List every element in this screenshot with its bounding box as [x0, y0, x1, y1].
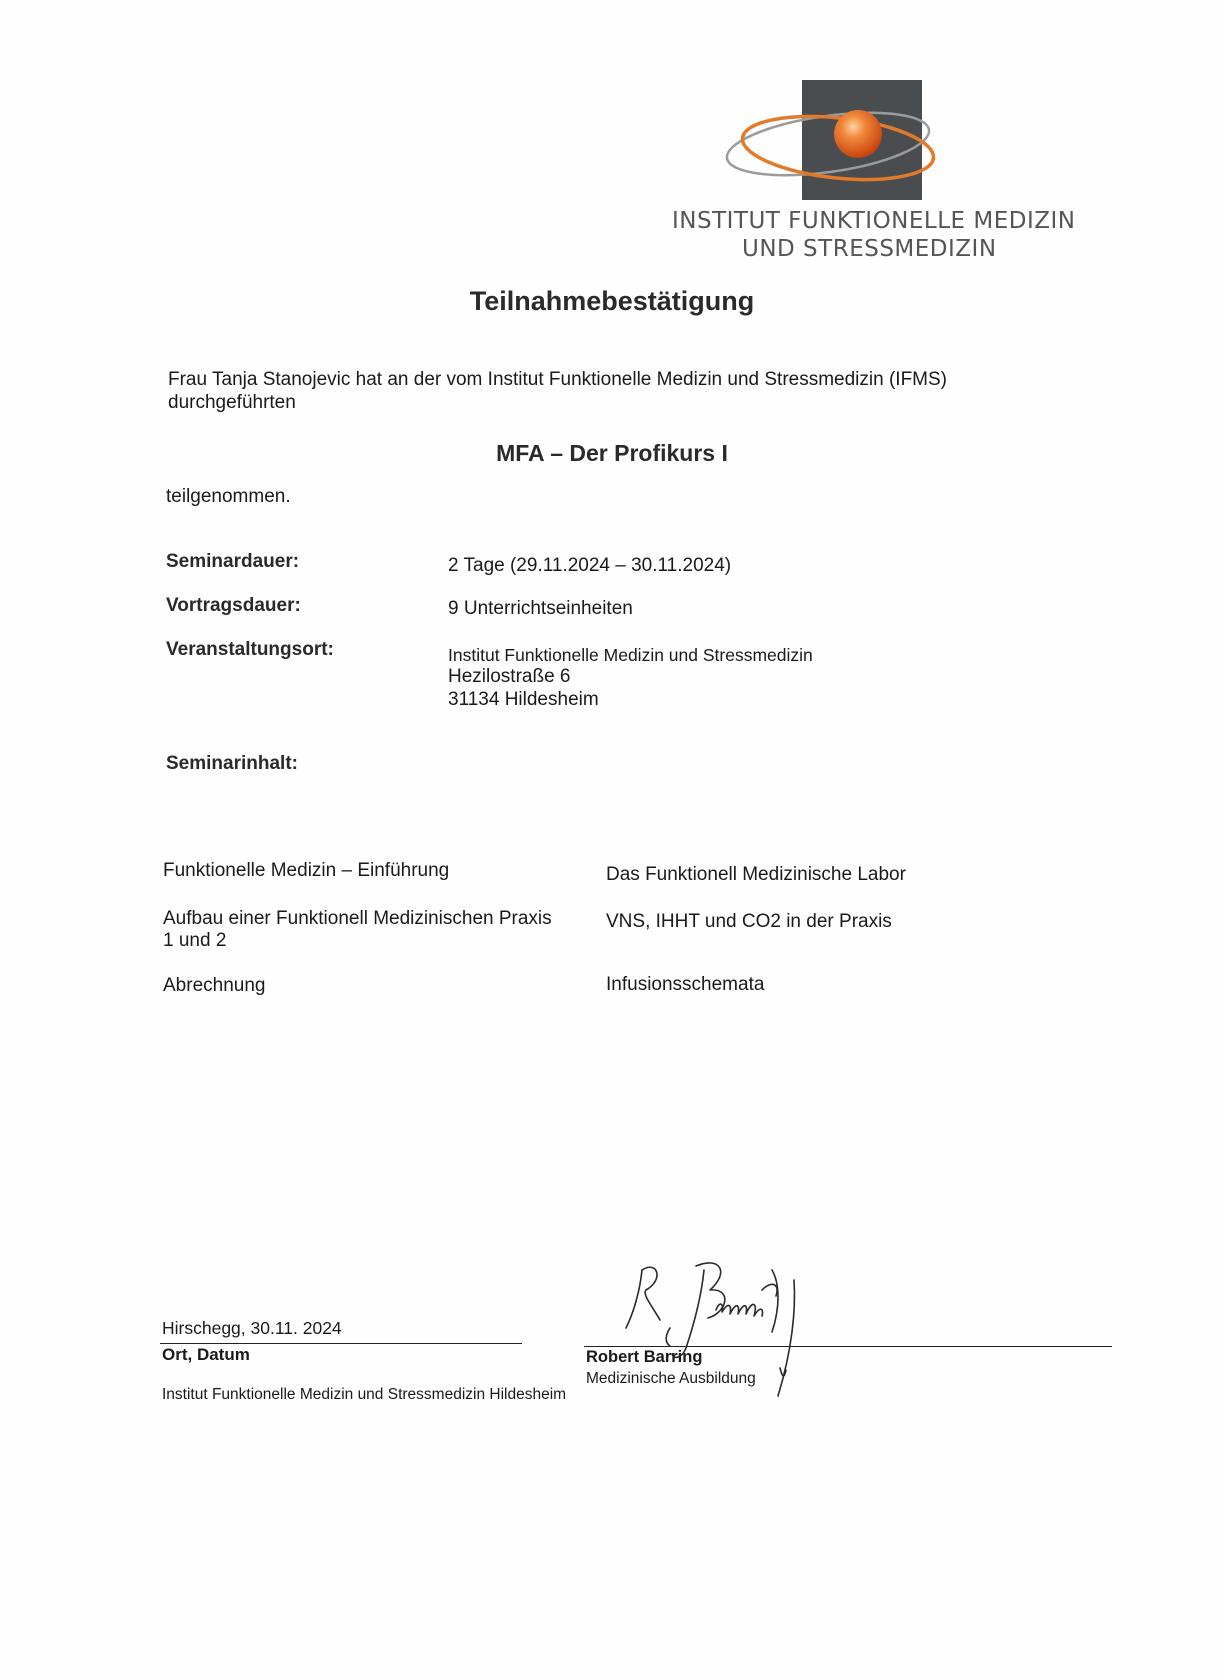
course-title: MFA – Der Profikurs I	[496, 440, 728, 466]
institute-logo	[720, 72, 940, 212]
place-date-value: Hirschegg, 30.11. 2024	[162, 1318, 342, 1338]
place-date-label: Ort, Datum	[162, 1345, 250, 1364]
logo-text-line2: UND STRESSMEDIZIN	[742, 236, 997, 262]
seminar-duration-value: 2 Tage (29.11.2024 – 30.11.2024)	[448, 555, 732, 576]
venue-label: Veranstaltungsort:	[166, 639, 334, 660]
signer-name: Robert Barring	[586, 1348, 703, 1366]
content-right-item-2: VNS, IHHT und CO2 in der Praxis	[606, 911, 892, 932]
signer-role: Medizinische Ausbildung	[586, 1370, 756, 1387]
content-right-item-3: Infusionsschemata	[606, 974, 765, 995]
participated-text: teilgenommen.	[166, 486, 291, 507]
lecture-duration-label: Vortragsdauer:	[166, 595, 301, 616]
content-left-item-2-cont: 1 und 2	[163, 930, 227, 951]
handwritten-signature	[612, 1250, 822, 1400]
content-left-item-1: Funktionelle Medizin – Einführung	[163, 860, 450, 881]
content-right-item-1: Das Funktionell Medizinische Labor	[606, 864, 906, 885]
lecture-duration-value: 9 Unterrichtseinheiten	[448, 598, 633, 619]
institute-footer: Institut Funktionelle Medizin und Stressmedizin Hildesheim	[162, 1386, 567, 1403]
intro-text: Frau Tanja Stanojevic hat an der vom Institut Funktionelle Medizin und Stressmedizin (IFMS) durchgeführten	[168, 369, 947, 413]
venue-line1: Institut Funktionelle Medizin und Stressmedizin	[448, 645, 813, 665]
logo-text-line1: INSTITUT FUNKTIONELLE MEDIZIN	[672, 208, 1076, 234]
place-date-line	[160, 1343, 522, 1344]
logo-orb	[834, 110, 882, 158]
venue-line3: 31134 Hildesheim	[448, 689, 599, 710]
seminar-content-label: Seminarinhalt:	[166, 753, 298, 774]
content-left-item-3: Abrechnung	[163, 975, 266, 996]
seminar-duration-label: Seminardauer:	[166, 551, 300, 572]
document-title: Teilnahmebestätigung	[469, 286, 755, 316]
content-left-item-2: Aufbau einer Funktionell Medizinischen Praxis	[163, 908, 552, 929]
venue-line2: Hezilostraße 6	[448, 666, 571, 687]
